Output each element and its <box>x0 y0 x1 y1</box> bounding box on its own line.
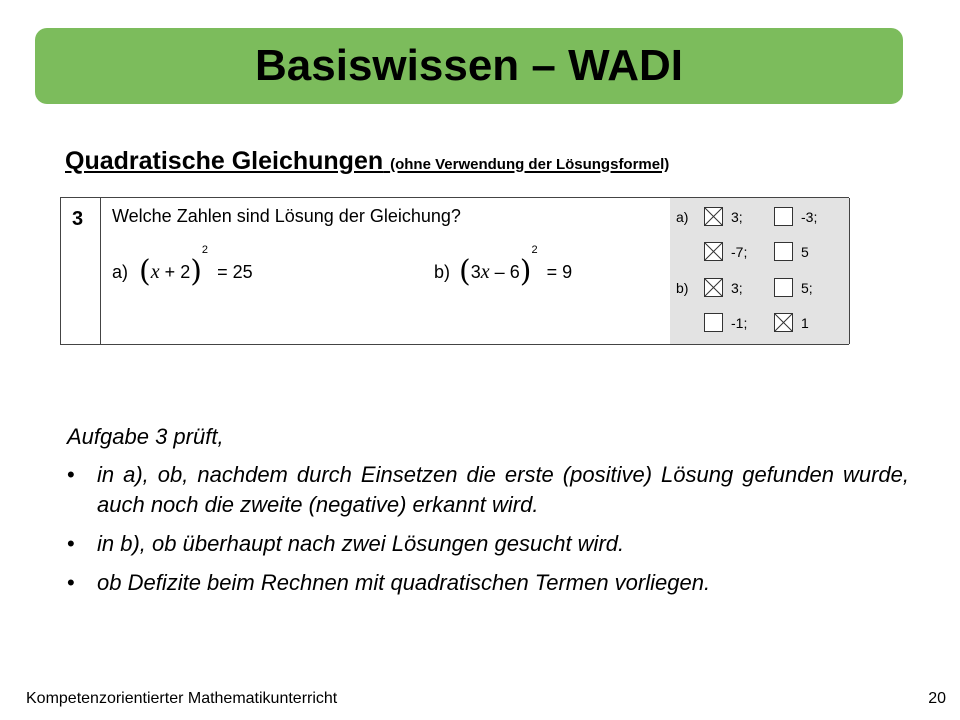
bullet-text: ob Defizite beim Rechnen mit quadratischen Termen vorliegen. <box>97 570 711 595</box>
equation-b-minus: – <box>494 262 505 282</box>
table-border-left <box>60 198 61 344</box>
equation-b-equals: = <box>546 262 558 282</box>
answer-value: 1 <box>801 315 809 331</box>
answer-checkbox[interactable] <box>704 207 723 226</box>
equation-a-label: a) <box>112 262 129 282</box>
cross-mark-icon <box>775 314 792 331</box>
equation-b-open-paren: ( <box>459 254 471 289</box>
equation-b-constant: 6 <box>509 262 520 282</box>
equation-a-close-paren: ) <box>190 254 202 289</box>
answer-checkbox[interactable] <box>704 278 723 297</box>
equation-b-label: b) <box>434 262 451 282</box>
table-divider <box>100 198 101 344</box>
equation-a-constant: 2 <box>180 262 191 282</box>
answer-label-a: a) <box>676 209 689 225</box>
explanation-intro: Aufgabe 3 prüft, <box>67 424 224 449</box>
section-heading-note: (ohne Verwendung der Lösungsformel) <box>390 156 670 173</box>
equation-b <box>434 244 573 289</box>
answer-panel <box>670 198 849 344</box>
answer-value: 3; <box>731 280 743 296</box>
answer-checkbox[interactable] <box>774 207 793 226</box>
bullet-item <box>67 529 909 559</box>
answer-checkbox[interactable] <box>704 313 723 332</box>
equation-a-exponent: 2 <box>201 244 209 256</box>
answer-value: -1; <box>731 315 748 331</box>
bullet-symbol: • <box>67 570 75 595</box>
section-heading-main: Quadratische Gleichungen <box>65 147 384 175</box>
footer-text: Kompetenzorientierter Mathematikunterricht <box>26 690 338 707</box>
task-table <box>60 197 849 345</box>
answer-checkbox[interactable] <box>774 242 793 261</box>
bullet-symbol: • <box>67 462 75 487</box>
equation-a-variable: x <box>150 261 160 283</box>
slide-title: Basiswissen – WADI <box>255 41 683 90</box>
answer-label-b: b) <box>676 280 689 296</box>
answer-value: 5; <box>801 280 813 296</box>
table-border-right <box>849 198 850 344</box>
equation-a <box>112 244 253 289</box>
equation-a-open-paren: ( <box>139 254 151 289</box>
equation-b-rhs: 9 <box>562 262 573 282</box>
bullet-text: in b), ob überhaupt nach zwei Lösungen gesucht wird. <box>97 531 625 556</box>
cross-mark-icon <box>705 243 722 260</box>
answer-checkbox[interactable] <box>704 242 723 261</box>
answer-checkbox[interactable] <box>774 278 793 297</box>
equation-b-exponent: 2 <box>531 244 538 256</box>
answer-value: -3; <box>801 209 818 225</box>
equation-b-variable: x <box>480 261 490 283</box>
answer-checkbox[interactable] <box>774 313 793 332</box>
answer-value: -7; <box>731 244 748 260</box>
section-heading <box>65 146 669 180</box>
explanation <box>67 422 909 607</box>
equation-a-rhs: 25 <box>232 262 253 282</box>
equation-b-coefficient: 3 <box>470 262 481 282</box>
title-banner <box>35 28 903 104</box>
equation-a-plus: + <box>164 262 176 282</box>
task-question: Welche Zahlen sind Lösung der Gleichung? <box>112 206 461 226</box>
equation-b-close-paren: ) <box>519 254 532 289</box>
cross-mark-icon <box>705 279 722 296</box>
bullet-item <box>67 460 909 520</box>
cross-mark-icon <box>705 208 722 225</box>
equation-a-equals: = <box>217 262 228 282</box>
answer-value: 3; <box>731 209 743 225</box>
bullet-text: in a), ob, nachdem durch Einsetzen die erste (positive) Lösung gefunden wurde, auch noch die zweite (negative) erkannt wird. <box>97 462 909 517</box>
page-number: 20 <box>928 690 946 707</box>
bullet-item <box>67 568 909 598</box>
bullet-symbol: • <box>67 531 75 556</box>
answer-value: 5 <box>801 244 809 260</box>
task-number: 3 <box>72 208 84 230</box>
